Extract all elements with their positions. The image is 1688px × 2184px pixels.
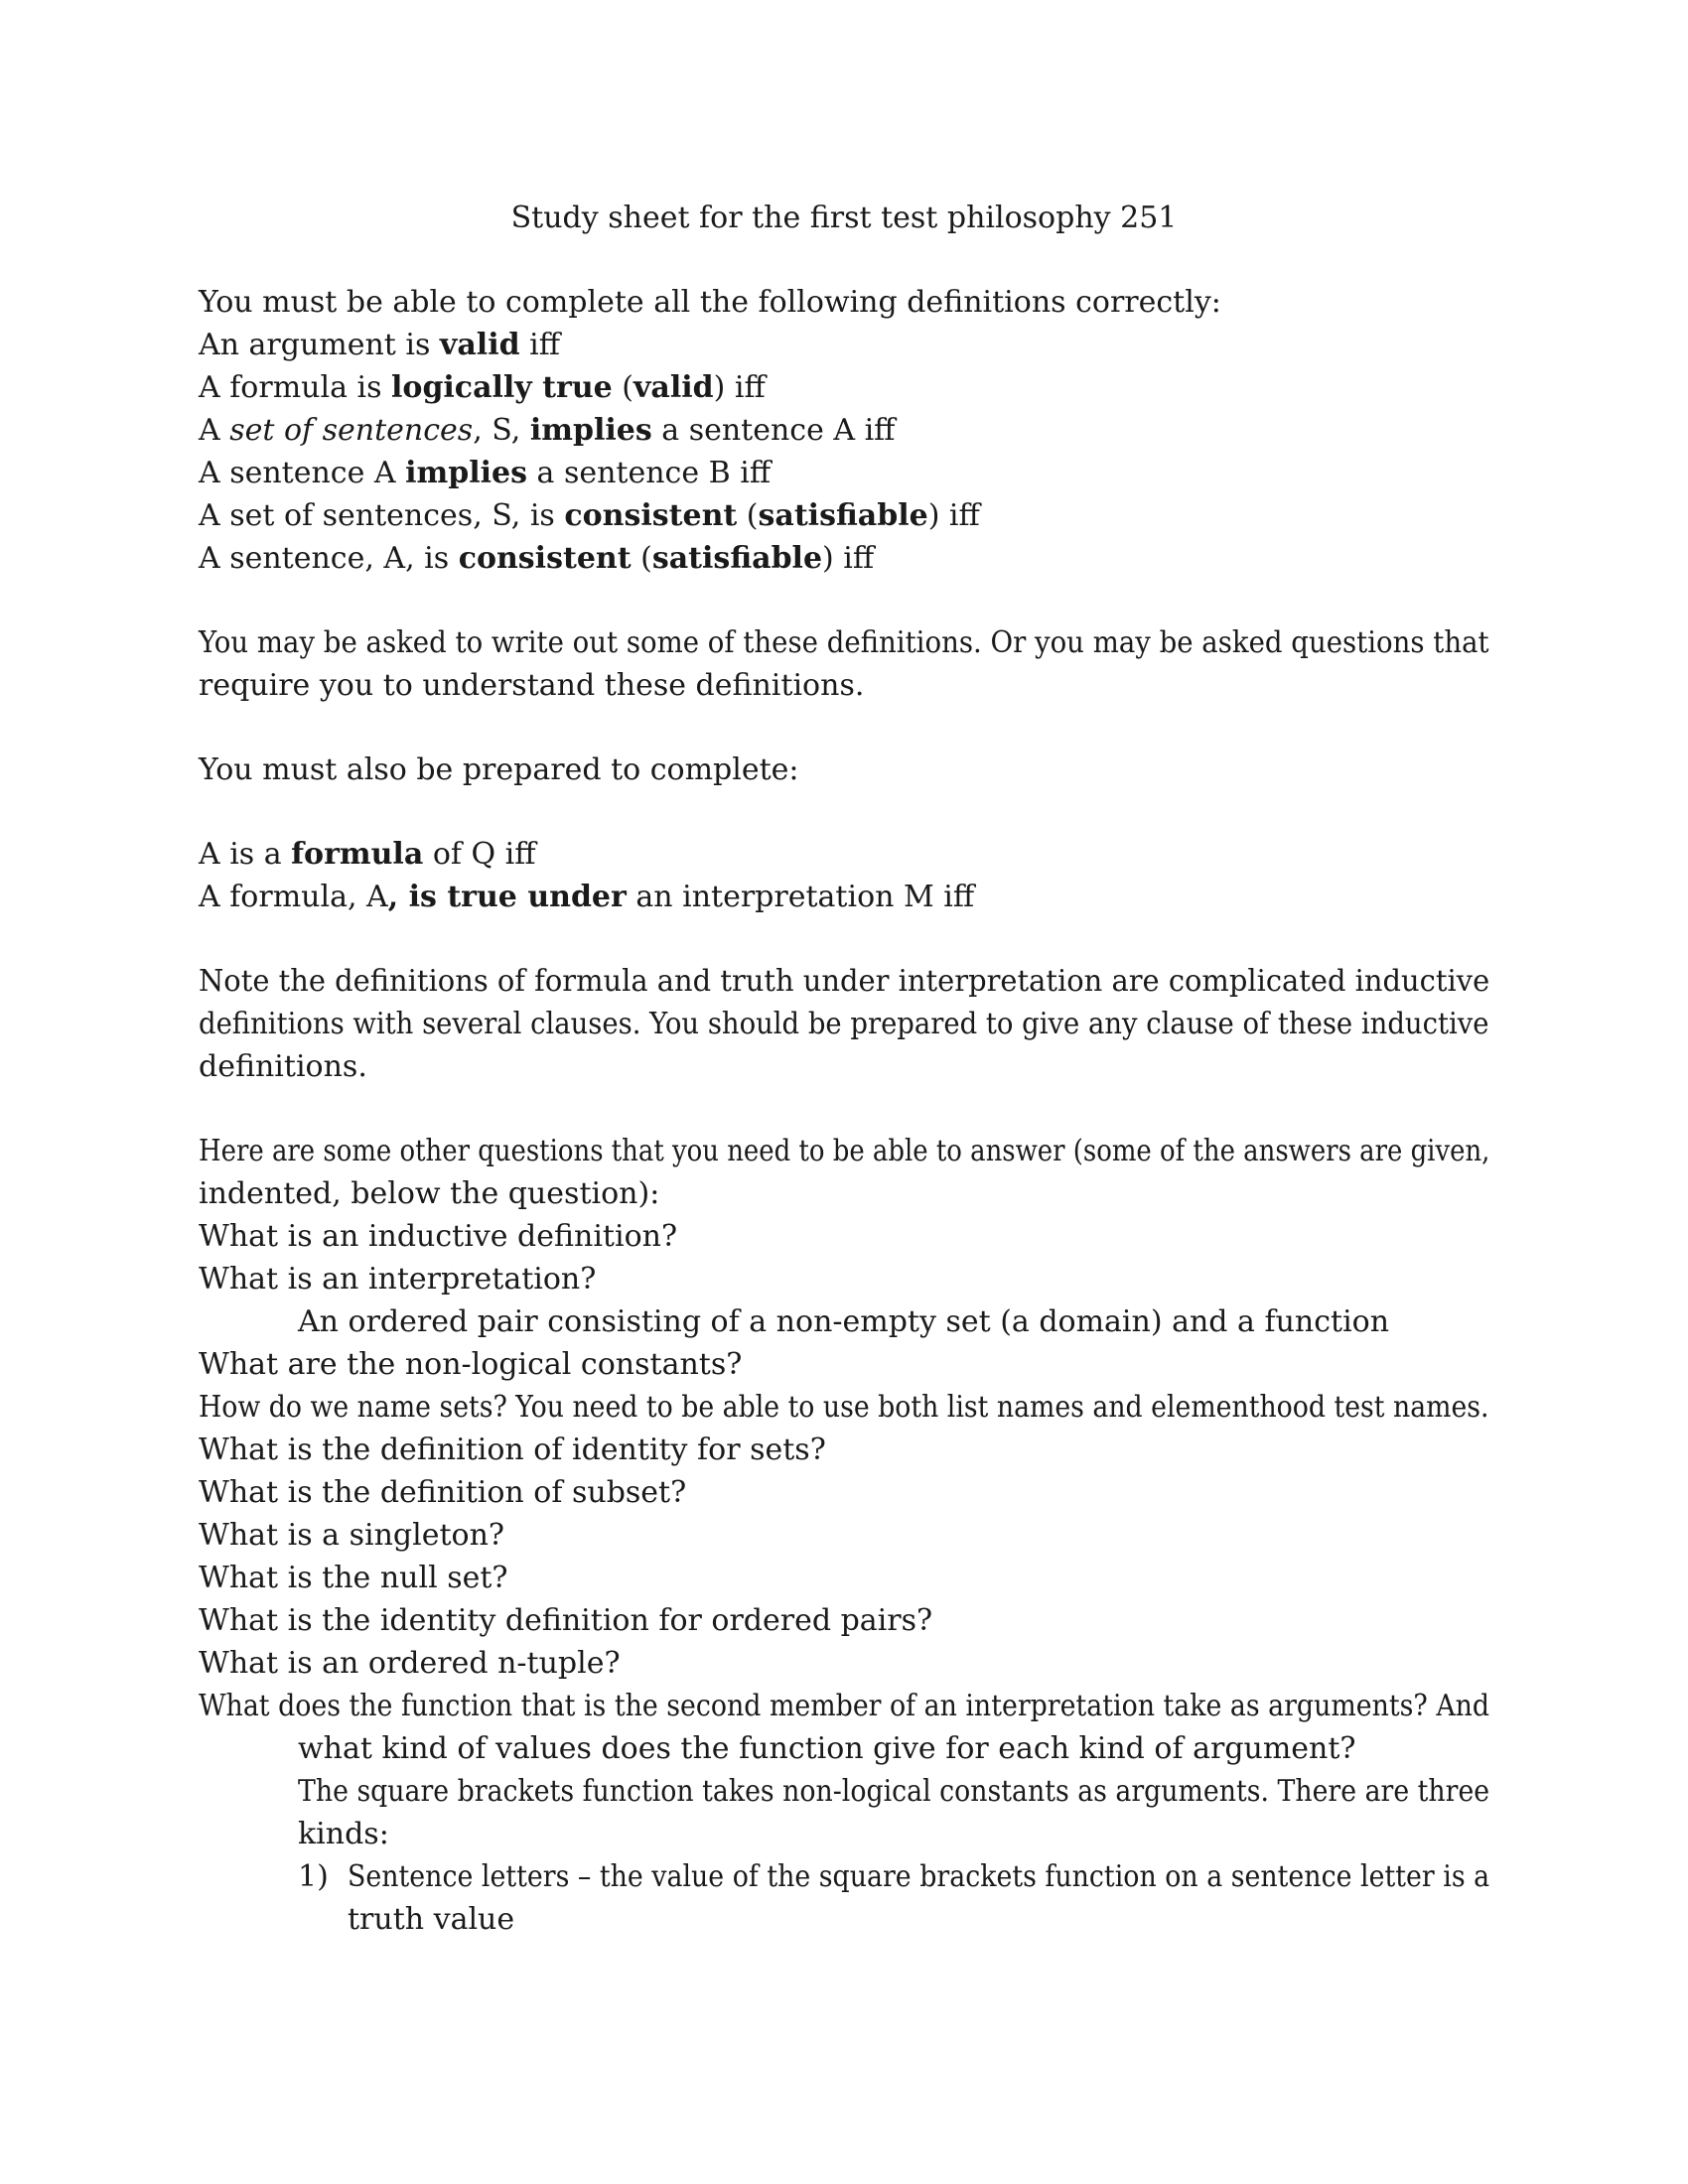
definition-sentence-consistent: A sentence, A, is consistent (satisfiable) iff (199, 541, 875, 576)
answer: kinds: (298, 1817, 389, 1851)
complete-formula: A is a formula of Q iff (199, 837, 536, 872)
note-line: definitions with several clauses. You should be prepared to give any clause of these inductive (199, 1007, 1489, 1041)
list-item-text: truth value (348, 1902, 515, 1937)
note-line: Note the definitions of formula and truth under interpretation are complicated inductive (199, 964, 1490, 999)
question: What is the null set? (199, 1561, 508, 1595)
list-item-number: 1) (298, 1859, 329, 1894)
complete-true-under: A formula, A, is true under an interpretation M iff (199, 880, 975, 914)
question: How do we name sets? You need to be able to use both list names and elementhood test names. (199, 1390, 1489, 1425)
question: What are the non-logical constants? (199, 1347, 743, 1382)
questions-intro-line: Here are some other questions that you need to be able to answer (some of the answers are given, (199, 1134, 1490, 1168)
question: What is the definition of identity for sets? (199, 1433, 826, 1467)
answer: The square brackets function takes non-logical constants as arguments. There are three (298, 1774, 1490, 1809)
definition-valid-argument: An argument is valid iff (199, 328, 561, 362)
definition-set-implies: A set of sentences, S, implies a sentence A iff (199, 413, 896, 448)
question: What is the definition of subset? (199, 1475, 687, 1510)
question: What does the function that is the second member of an interpretation take as arguments? And (199, 1689, 1490, 1723)
question: What is a singleton? (199, 1518, 504, 1553)
definition-logically-true: A formula is logically true (valid) iff (199, 370, 766, 405)
definition-sentence-implies: A sentence A implies a sentence B iff (199, 456, 772, 490)
question: What is an inductive definition? (199, 1219, 678, 1254)
definition-set-consistent: A set of sentences, S, is consistent (satisfiable) iff (199, 498, 980, 533)
question: What is the identity definition for ordered pairs? (199, 1603, 933, 1638)
question-continuation: what kind of values does the function give for each kind of argument? (298, 1731, 1356, 1766)
list-item-text: Sentence letters – the value of the square brackets function on a sentence letter is a (348, 1859, 1490, 1894)
questions-intro-line: indented, below the question): (199, 1176, 660, 1211)
paragraph-line: require you to understand these definitions. (199, 668, 865, 703)
page-title: Study sheet for the first test philosophy 251 (510, 201, 1178, 235)
question: What is an ordered n-tuple? (199, 1646, 621, 1681)
paragraph-line: You may be asked to write out some of these definitions. Or you may be asked questions that (199, 625, 1489, 660)
also-text: You must also be prepared to complete: (199, 752, 799, 787)
note-line: definitions. (199, 1049, 367, 1084)
intro-text: You must be able to complete all the following definitions correctly: (199, 285, 1221, 320)
answer: An ordered pair consisting of a non-empty set (a domain) and a function (298, 1304, 1390, 1339)
question: What is an interpretation? (199, 1262, 597, 1297)
